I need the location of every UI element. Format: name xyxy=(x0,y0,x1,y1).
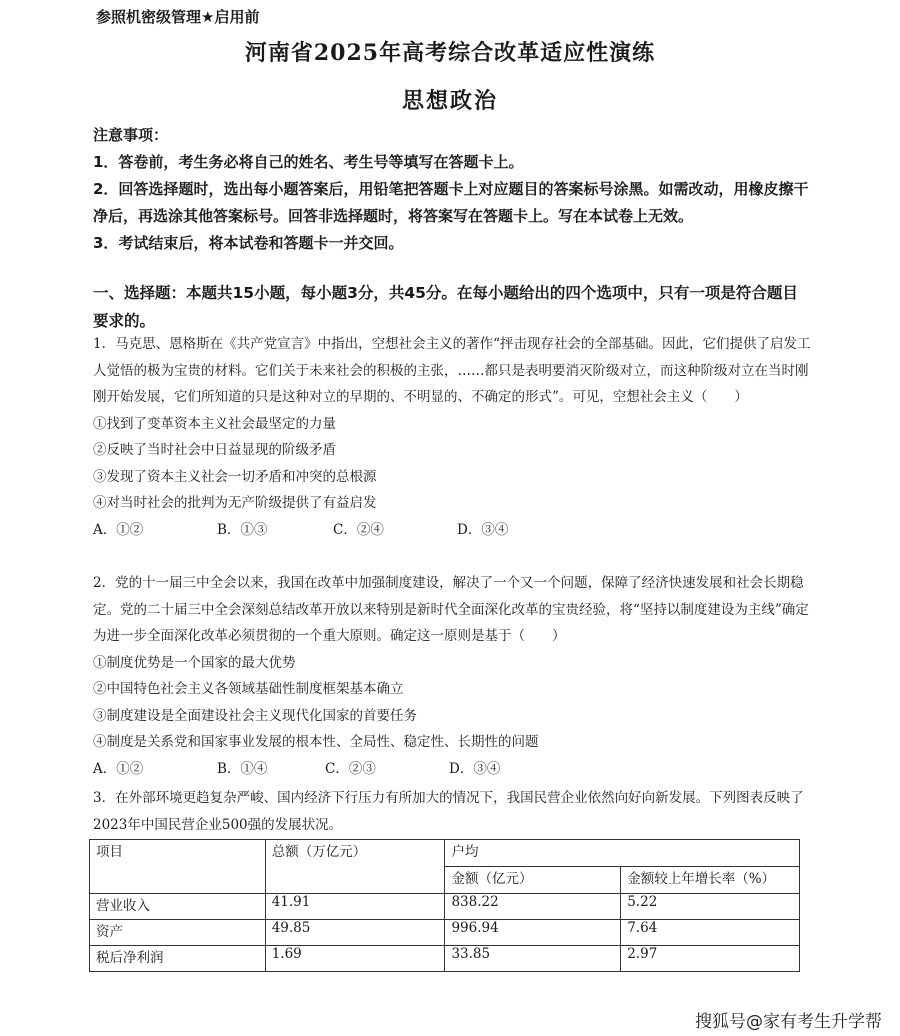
statement-item: ②反映了当时社会中日益显现的阶级矛盾 xyxy=(93,442,336,458)
row-name: 税后净利润 xyxy=(90,946,266,972)
row-growth: 2.97 xyxy=(621,946,800,972)
statement-item: ③发现了资本主义社会一切矛盾和冲突的总根源 xyxy=(93,468,377,485)
question-1 xyxy=(93,331,811,543)
question-stem: 3．在外部环境更趋复杂严峻、国内经济下行压力有所加大的情况下，我国民营企业依然向好向新发展。下列图表反映了2023年中国民营企业500强的发展状况。 xyxy=(93,790,804,833)
question-3 xyxy=(93,785,811,838)
answer-options xyxy=(93,756,811,783)
table-row xyxy=(90,920,800,946)
option-a: A．①② xyxy=(93,521,144,538)
question-2 xyxy=(93,570,811,782)
header-amount: 金额（亿元） xyxy=(445,867,621,894)
statement-item: ③制度建设是全面建设社会主义现代化国家的首要任务 xyxy=(93,707,417,724)
option-c: C．②④ xyxy=(333,521,384,538)
statement-item: ④对当时社会的批判为无产阶级提供了有益启发 xyxy=(93,495,377,511)
row-total: 49.85 xyxy=(265,920,445,946)
option-b: B．①③ xyxy=(217,521,268,538)
question-stem: 2．党的十一届三中全会以来，我国在改革中加强制度建设，解决了一个又一个问题，保障了经济快速发展和社会长期稳定。党的二十届三中全会深刻总结改革开放以来特别是新时代全面深化改革的宝贵经验，将“坚持以制度建设为主线”确定为进一步全面深化改革必须贯彻的一个重大原则。确定这一原则是基于（ ） xyxy=(93,575,809,644)
instruction-item: 1．答卷前，考生务必将自己的姓名、考生号等填写在答题卡上。 xyxy=(93,153,524,171)
row-name: 营业收入 xyxy=(90,894,266,920)
option-c: C．②③ xyxy=(325,760,376,777)
statement-item: ①找到了变革资本主义社会最坚定的力量 xyxy=(93,415,336,432)
confidentiality-label: 参照机密级管理★启用前 xyxy=(96,8,260,26)
option-d: D．③④ xyxy=(449,760,501,777)
option-a: A．①② xyxy=(93,760,144,777)
option-b: B．①④ xyxy=(217,760,268,777)
row-name: 资产 xyxy=(90,920,266,946)
section-heading: 一、选择题：本题共15小题，每小题3分，共45分。在每小题给出的四个选项中，只有一项是符合题目要求的。 xyxy=(93,284,798,330)
header-item: 项目 xyxy=(90,840,266,894)
answer-options xyxy=(93,517,811,544)
watermark-text: 搜狐号@家有考生升学帮 xyxy=(695,1012,882,1032)
header-total: 总额（万亿元） xyxy=(265,840,445,894)
row-amount: 33.85 xyxy=(445,946,621,972)
instructions xyxy=(93,122,811,257)
table-row xyxy=(90,946,800,972)
row-amount: 838.22 xyxy=(445,894,621,920)
instructions-heading: 注意事项： xyxy=(93,126,169,144)
statement-item: ②中国特色社会主义各领域基础性制度框架基本确立 xyxy=(93,681,404,697)
statement-item: ①制度优势是一个国家的最大优势 xyxy=(93,654,296,671)
table-header-row xyxy=(90,840,800,867)
row-total: 41.91 xyxy=(265,894,445,920)
table-row xyxy=(90,894,800,920)
header-average: 户均 xyxy=(445,840,800,867)
instruction-item: 2．回答选择题时，选出每小题答案后，用铅笔把答题卡上对应题目的答案标号涂黑。如需改动，用橡皮擦干净后，再选涂其他答案标号。回答非选择题时，将答案写在答题卡上。写在本试卷上无效。 xyxy=(93,180,809,225)
header-growth: 金额较上年增长率（%） xyxy=(621,867,800,894)
instruction-item: 3．考试结束后，将本试卷和答题卡一并交回。 xyxy=(93,234,404,252)
row-amount: 996.94 xyxy=(445,920,621,946)
enterprise-data-table xyxy=(89,839,800,972)
subject-title: 思想政治 xyxy=(401,88,498,114)
statement-item: ④制度是关系党和国家事业发展的根本性、全局性、稳定性、长期性的问题 xyxy=(93,734,539,750)
exam-title: 河南省2025年高考综合改革适应性演练 xyxy=(244,40,656,66)
option-d: D．③④ xyxy=(457,521,509,538)
row-growth: 7.64 xyxy=(621,920,800,946)
question-stem: 1．马克思、恩格斯在《共产党宣言》中指出，空想社会主义的著作“抨击现存社会的全部基础。因此，它们提供了启发工人觉悟的极为宝贵的材料。它们关于未来社会的积极的主张，……都只是表明要消灭阶级对立，而这种阶级对立在当时刚刚开始发展，它们所知道的只是这种对立的早期的、不明显的、不确定的形式”。可见，空想社会主义（ ） xyxy=(93,336,811,405)
row-total: 1.69 xyxy=(265,946,445,972)
row-growth: 5.22 xyxy=(621,894,800,920)
